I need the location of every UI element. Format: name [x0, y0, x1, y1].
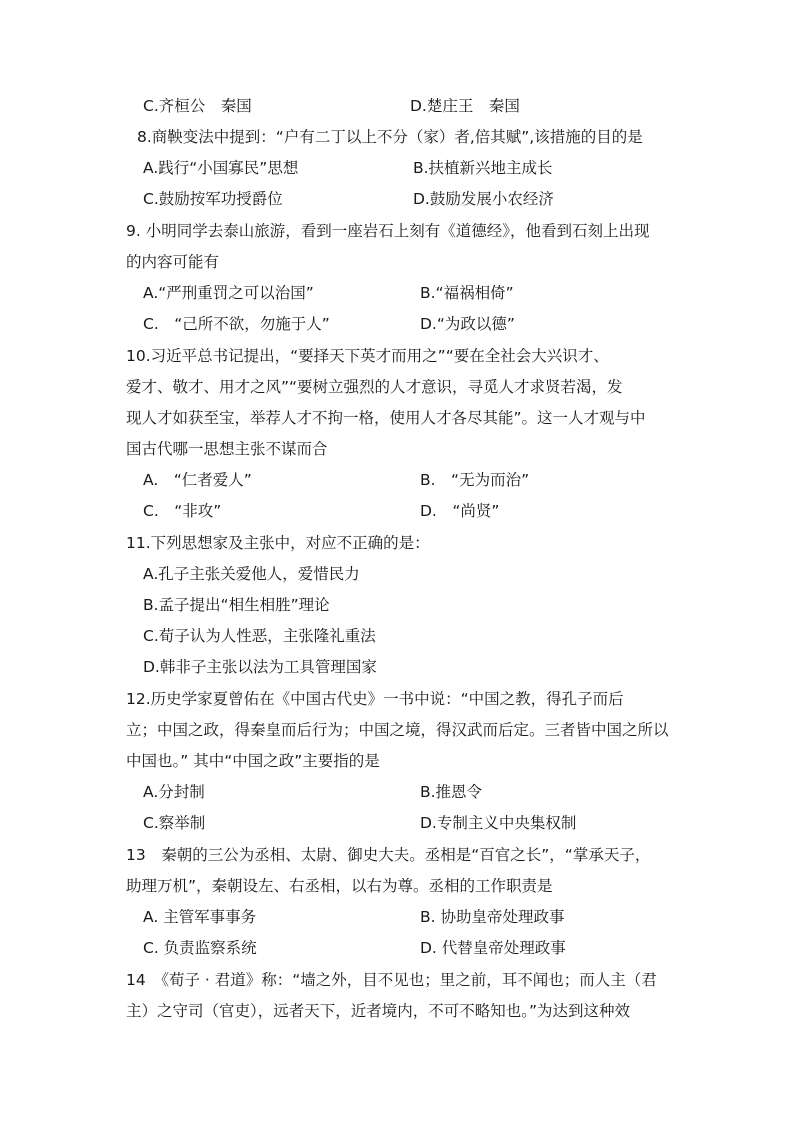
q8-stem: 8.商鞅变法中提到：“户有二丁以上不分（家）者,倍其赋”,该措施的目的是: [137, 128, 643, 146]
q9-option-d: D.“为政以德”: [420, 315, 515, 333]
q10-stem-line-2: 爱才、敬才、用才之风”“要树立强烈的人才意识，寻觅人才求贤若渴，发: [126, 378, 623, 396]
q11-option-b: B.孟子提出“相生相胜”理论: [143, 596, 330, 614]
q14-stem-line-1: 14 《荀子 · 君道》称：“墙之外，目不见也；里之前，耳不闻也；而人主（君: [126, 971, 657, 989]
q8-option-a: A.践行“小国寡民”思想: [143, 159, 299, 177]
q11-stem: 11.下列思想家及主张中，对应不正确的是：: [126, 534, 430, 552]
q11-option-a: A.孔子主张关爱他人，爱惜民力: [143, 565, 360, 583]
q10-option-d: D. “尚贤”: [420, 502, 500, 520]
q12-option-b: B.推恩令: [420, 783, 483, 801]
q13-option-c: C. 负责监察系统: [143, 939, 257, 957]
q8-option-d: D.鼓励发展小农经济: [413, 190, 554, 208]
q12-stem-line-3: 中国也。” 其中“中国之政”主要指的是: [126, 752, 380, 770]
q9-option-c: C. “己所不欲，勿施于人”: [143, 315, 330, 333]
q12-option-d: D.专制主义中央集权制: [420, 814, 577, 832]
q13-option-d: D. 代替皇帝处理政事: [420, 939, 566, 957]
q12-option-c: C.察举制: [143, 814, 206, 832]
q12-stem-line-1: 12.历史学家夏曾佑在《中国古代史》一书中说：“中国之教，得孔子而后: [126, 690, 624, 708]
q13-option-a: A. 主管军事事务: [143, 908, 257, 926]
q12-option-a: A.分封制: [143, 783, 205, 801]
q10-stem-line-1: 10.习近平总书记提出，“要择天下英才而用之”“要在全社会大兴识才、: [126, 347, 609, 365]
q9-option-b: B.“福祸相倚”: [420, 284, 514, 302]
q10-option-c: C. “非攻”: [143, 502, 222, 520]
q8-option-c: C.鼓励按军功授爵位: [143, 190, 283, 208]
q13-option-b: B. 协助皇帝处理政事: [420, 908, 565, 926]
q11-option-c: C.荀子认为人性恶，主张隆礼重法: [143, 627, 376, 645]
q10-stem-line-3: 现人才如获至宝，举荐人才不拘一格，使用人才各尽其能”。这一人才观与中: [126, 409, 646, 427]
q10-stem-line-4: 国古代哪一思想主张不谋而合: [126, 440, 328, 458]
q8-option-b: B.扶植新兴地主成长: [413, 159, 553, 177]
q13-stem-line-2: 助理万机”，秦朝设左、右丞相，以右为尊。丞相的工作职责是: [126, 877, 553, 895]
q7-option-c: C.齐桓公 秦国: [143, 97, 252, 115]
q10-option-b: B. “无为而治”: [420, 471, 530, 489]
q7-option-d: D.楚庄王 秦国: [410, 97, 520, 115]
q11-option-d: D.韩非子主张以法为工具管理国家: [143, 658, 377, 676]
q9-stem-line-2: 的内容可能有: [126, 253, 220, 271]
q9-option-a: A.“严刑重罚之可以治国”: [143, 284, 314, 302]
q14-stem-line-2: 主）之守司（官吏），远者天下，近者境内，不可不略知也。”为达到这种效: [126, 1002, 631, 1020]
q10-option-a: A. “仁者爱人”: [143, 471, 252, 489]
q9-stem-line-1: 9. 小明同学去泰山旅游，看到一座岩石上刻有《道德经》，他看到石刻上出现: [126, 222, 650, 240]
q12-stem-line-2: 立；中国之政，得秦皇而后行为；中国之境，得汉武而后定。三者皆中国之所以: [126, 721, 669, 739]
q13-stem-line-1: 13 秦朝的三公为丞相、太尉、御史大夫。丞相是“百官之长”，“掌承天子，: [126, 846, 651, 864]
